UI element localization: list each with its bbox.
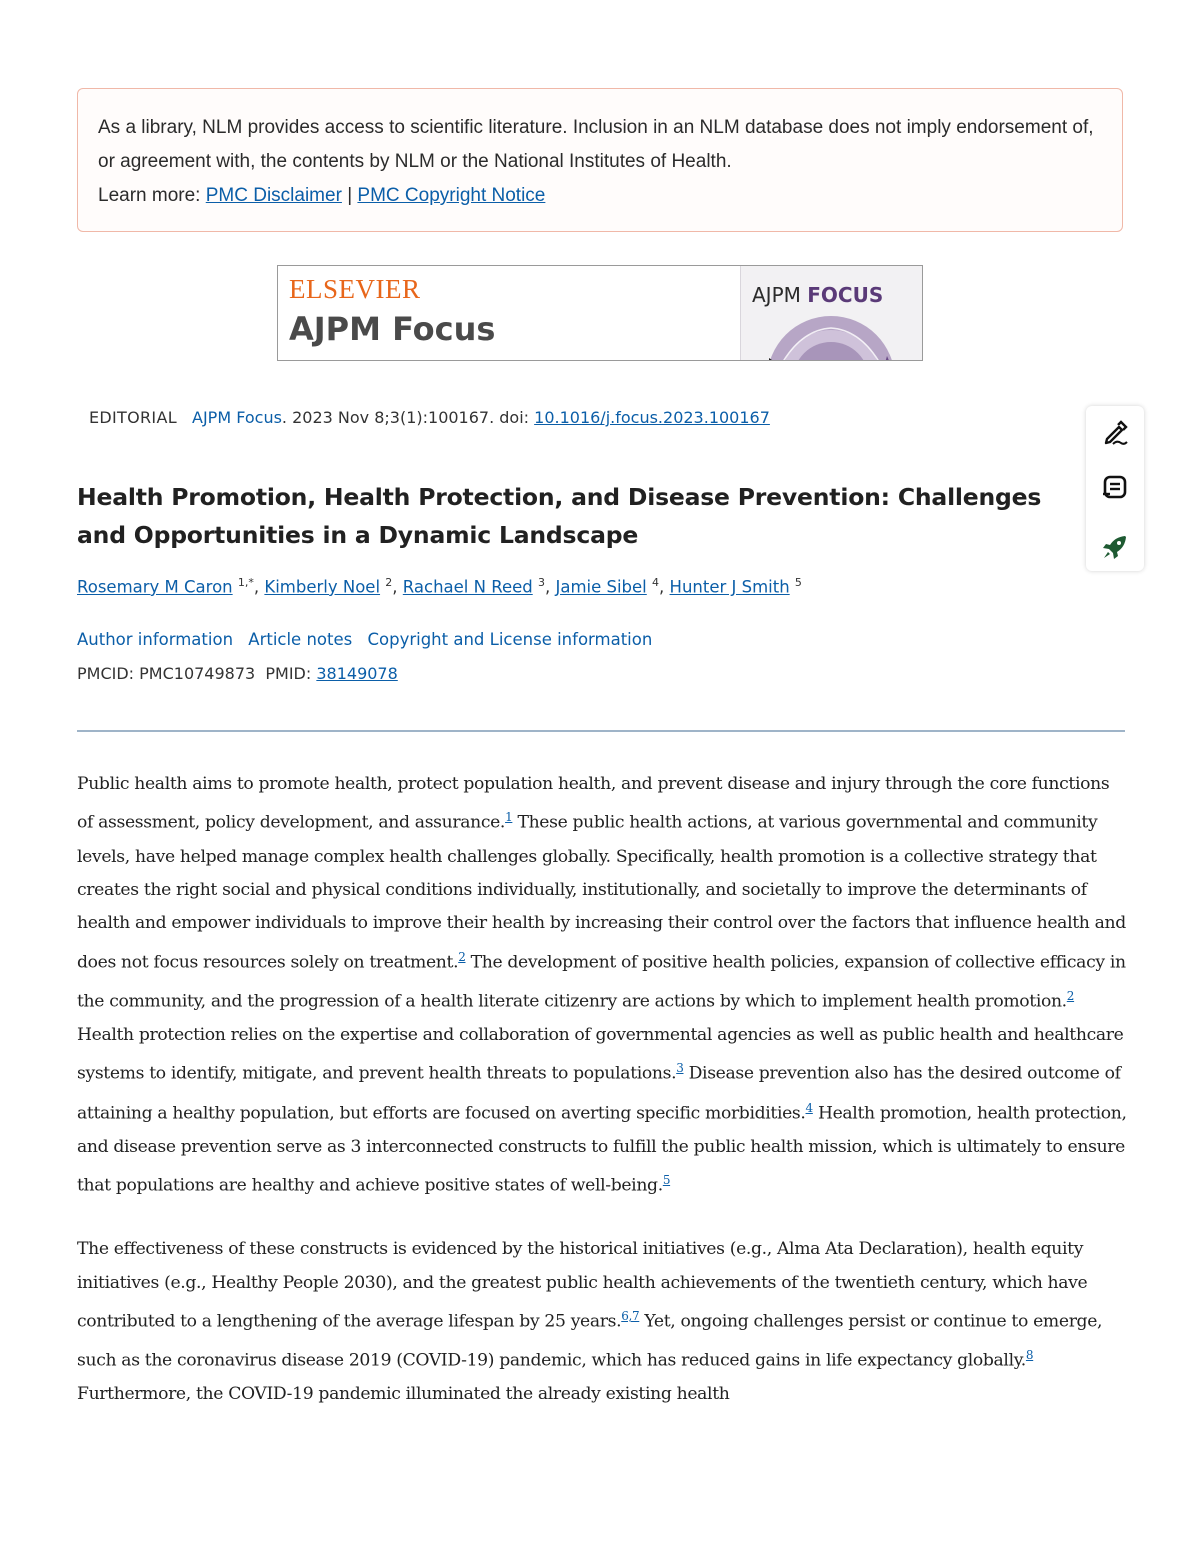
side-toolbar	[1086, 406, 1144, 571]
doi-link[interactable]: 10.1016/j.focus.2023.100167	[534, 408, 770, 427]
author-link[interactable]: Kimberly Noel	[264, 577, 381, 597]
author-list: Rosemary M Caron $^{1,*}$, Kimberly Noel $^2$, Rachael N Reed $^3$, Jamie Sibel $^4$, Hunter J Smith $^5$	[77, 576, 802, 597]
author-affiliation: 1,*	[237, 576, 254, 589]
author-link[interactable]: Hunter J Smith	[669, 577, 790, 597]
article-citation	[89, 408, 770, 427]
collections-icon	[1101, 473, 1129, 501]
paragraph-text: Public health aims to promote health, protect population health, and prevent disease and injury through the core functions of assessment, policy development, and assurance.	[77, 774, 1110, 834]
cover-title	[752, 283, 883, 307]
reference-link[interactable]: 2	[458, 949, 466, 964]
cite-button[interactable]	[1098, 416, 1132, 450]
paragraph-text: Yet, ongoing challenges persist or continue to emerge, such as the coronavirus disease 2019 (COVID-19) pandemic, which has reduced gains in life expectancy globally.	[77, 1311, 1103, 1371]
citation-text: . 2023 Nov 8;3(1):100167. doi:	[281, 408, 535, 427]
publisher-logo: ELSEVIER	[289, 274, 421, 304]
author-link[interactable]: Jamie Sibel	[555, 577, 647, 597]
article-notes-toggle[interactable]: Article notes	[248, 630, 353, 649]
article-info-links	[77, 630, 662, 649]
disclaimer-text: As a library, NLM provides access to scientific literature. Inclusion in an NLM database does not imply endorsement of, or agreement with, the contents by NLM or the National Institutes of Health.	[98, 117, 1094, 172]
paragraph	[77, 1233, 1127, 1412]
author-link[interactable]: Rachael N Reed	[402, 577, 533, 597]
author-affiliation: 4	[652, 576, 660, 589]
cover-graphic-icon	[761, 310, 901, 361]
paragraph-text: The effectiveness of these constructs is evidenced by the historical initiatives (e.g., Alma Ata Declaration), health equity initiatives (e.g., Healthy People 2030), and the greatest public health achievements of the twentieth century, which have contributed to a lengthening of the average lifespan by 25 years.	[77, 1239, 1088, 1332]
back-to-top-button[interactable]	[1098, 530, 1132, 564]
reference-link[interactable]: 6,7	[621, 1309, 640, 1324]
author-affiliation: 2	[385, 576, 393, 589]
collections-button[interactable]	[1098, 470, 1132, 504]
reference-link[interactable]: 1	[505, 810, 513, 825]
journal-banner[interactable]	[277, 265, 923, 361]
pmcid-value: PMC10749873	[139, 664, 256, 683]
author-affiliation: 3	[537, 576, 545, 589]
copyright-license-toggle[interactable]: Copyright and License information	[367, 630, 653, 649]
paragraph-text: Health protection relies on the expertise and collaboration of governmental agencies as well as public health and healthcare systems to identify, mitigate, and prevent health threats to populations.	[77, 1025, 1124, 1085]
pmid-label: PMID:	[265, 664, 317, 683]
nlm-disclaimer	[77, 88, 1123, 232]
article-type: EDITORIAL	[89, 408, 177, 427]
author-information-toggle[interactable]: Author information	[77, 630, 234, 649]
journal-link[interactable]: AJPM Focus	[192, 408, 282, 427]
paragraph-text: Furthermore, the COVID-19 pandemic illuminated the already existing health	[77, 1384, 730, 1405]
reference-link[interactable]: 4	[805, 1100, 813, 1115]
reference-link[interactable]: 3	[676, 1061, 684, 1076]
cover-title-a: AJPM	[752, 283, 801, 307]
author-affiliation: 5	[794, 576, 802, 589]
article-ids	[77, 664, 398, 683]
journal-name: AJPM Focus	[289, 310, 496, 348]
learn-more-label: Learn more:	[98, 185, 201, 206]
pmcid-label: PMCID:	[77, 664, 140, 683]
pmid-link[interactable]: 38149078	[316, 664, 398, 683]
reference-link[interactable]: 2	[1066, 988, 1075, 1003]
reference-link[interactable]: 5	[662, 1173, 671, 1188]
cover-title-b: FOCUS	[807, 283, 884, 307]
paragraph	[77, 768, 1127, 1203]
pmc-copyright-link[interactable]: PMC Copyright Notice	[357, 185, 546, 206]
disclaimer-links	[98, 179, 1102, 213]
article-title: Health Promotion, Health Protection, and Disease Prevention: Challenges and Opportunities in a Dynamic Landscape	[77, 483, 1042, 549]
paragraph-text: Disease prevention also has the desired outcome of attaining a healthy population, but efforts are focused on averting specific morbidities.	[77, 1064, 1121, 1124]
pmc-disclaimer-link[interactable]: PMC Disclaimer	[205, 185, 342, 206]
journal-cover	[740, 266, 923, 361]
rocket-icon	[1101, 533, 1129, 561]
paragraph-text: These public health actions, at various governmental and community levels, have helped manage complex health challenges globally. Specifically, health promotion is a collective strategy that creates the right social and physical conditions individually, institutionally, and societally to improve the determinants of health and empower individuals to improve their health by increasing their control over the factors that influence health and does not focus resources solely on treatment.	[77, 813, 1126, 973]
reference-link[interactable]: 8	[1025, 1348, 1034, 1363]
edit-cite-icon	[1101, 419, 1129, 447]
link-separator: |	[347, 185, 353, 206]
section-divider	[77, 730, 1125, 732]
author-link[interactable]: Rosemary M Caron	[77, 577, 233, 597]
paragraph-text: Health promotion, health protection, and disease prevention serve as 3 interconnected constructs to fulfill the public health mission, which is ultimately to ensure that populations are healthy and achieve positive states of well-being.	[77, 1103, 1127, 1196]
article-body	[77, 768, 1127, 1442]
paragraph-text: The development of positive health policies, expansion of collective efficacy in the community, and the progression of a health literate citizenry are actions by which to implement health promotion.	[77, 952, 1126, 1012]
